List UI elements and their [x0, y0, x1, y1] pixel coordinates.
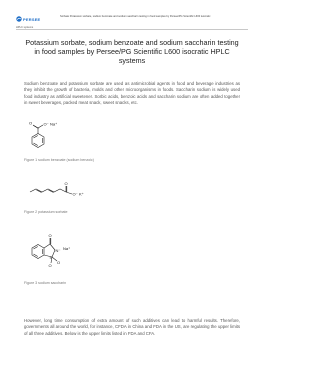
benzene-ring — [32, 125, 44, 148]
potassium-sorbate-structure — [28, 180, 98, 202]
figure-2-caption: Figure 2 potassium sorbate — [24, 210, 68, 214]
brand-logo — [16, 16, 40, 22]
sulfur-label: S — [49, 255, 53, 260]
intro-paragraph: Sodium benzoate and potassium sorbate are used as antimicrobial agents in food and beverage industries as they inhibit the growth of bacteria, molds and other microorganisms in foods. Saccharin sodium is widely used food industry as artificial sweetener. Sorbic acids, benzoic acids and saccharin sodium are often added together in sweet beverages, packed meat snack, sweet snacks, etc. — [24, 81, 240, 106]
regulation-paragraph: However, long time consumption of extra amount of such additives can lead to harmful results. Therefore, governments all around the world, for instance, CFDA in China and FDA in the US, are regulating the upper limits of all three additives. Below is the upper limits listed in FDA and CFA. — [24, 318, 240, 336]
oxide-anion-label: O⁻ — [43, 121, 49, 127]
header-subtitle: HPLC systems — [16, 26, 34, 29]
header-divider — [16, 29, 248, 30]
figure-3-caption: Figure 3 sodium saccharin — [24, 281, 67, 285]
oxygen-label: O — [64, 181, 68, 186]
header-description: Sorbate Potassium sorbate, sodium benzoate and sodium saccharin testing in food samples by Persee/PG Scientific L600 isocratic — [60, 15, 211, 18]
sulfonyl-oxygen-label: O — [48, 263, 52, 268]
sodium-cation-label: Na⁺ — [50, 121, 58, 127]
sodium-cation-label: Na⁺ — [63, 246, 71, 251]
saccharin-rings — [32, 238, 57, 263]
figure-1-caption: Figure 1 sodium benzoate (sodium benzoic) — [24, 158, 94, 162]
brand-name: PERSEE — [23, 16, 41, 22]
potassium-cation-label: K⁺ — [79, 191, 84, 197]
oxide-anion-label: O⁻ — [72, 191, 78, 197]
page-header — [0, 0, 264, 30]
nitrogen-anion-label: N⁻ — [55, 248, 61, 253]
persee-logo-icon — [16, 16, 22, 22]
oxygen-label: O — [29, 120, 33, 126]
sorbate-chain — [30, 186, 72, 194]
document-title: Potassium sorbate, sodium benzoate and sodium saccharin testing in food samples by Persee/PG Scientific L600 isocratic HPLC systems — [25, 38, 239, 65]
sodium-benzoate-structure — [22, 120, 62, 156]
carbonyl-oxygen-label: O — [48, 233, 52, 238]
sulfonyl-oxygen-label: O — [57, 260, 61, 265]
sodium-saccharin-structure — [24, 230, 80, 280]
